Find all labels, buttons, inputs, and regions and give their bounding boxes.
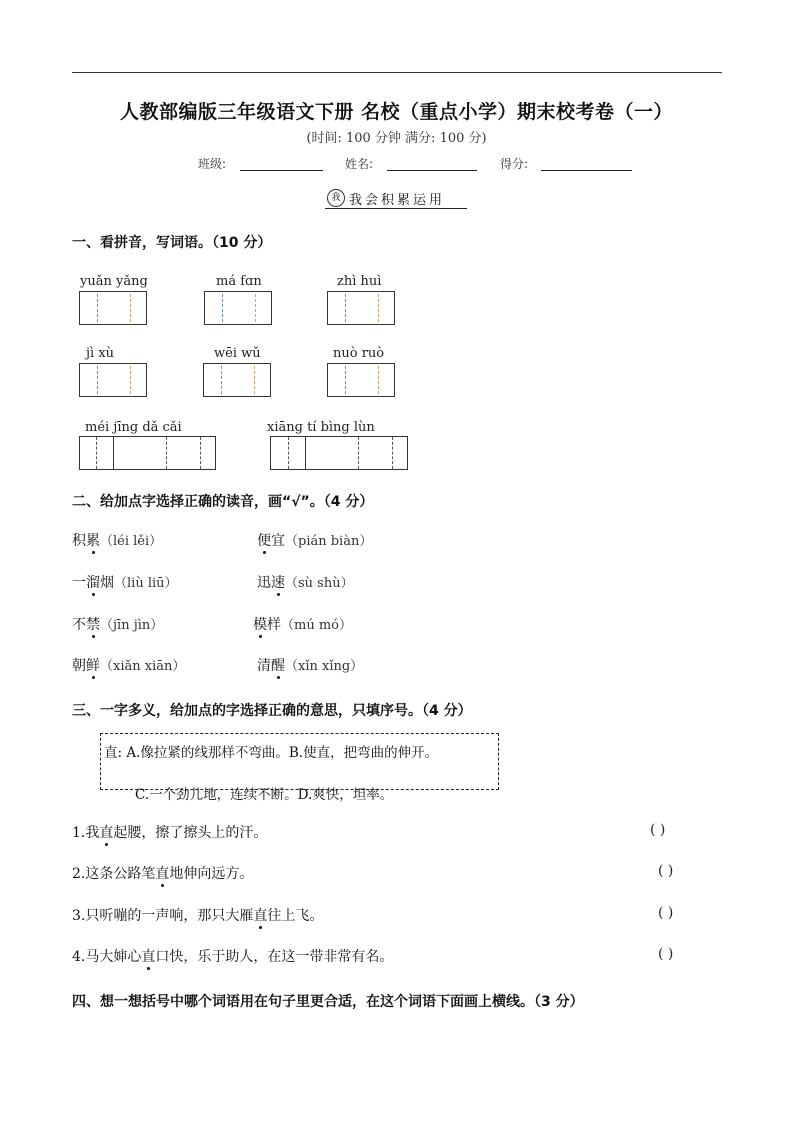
answer-box[interactable]: [79, 291, 147, 325]
answer-box-long[interactable]: [79, 436, 216, 470]
definition-line: 直: A.像拉紧的线那样不弯曲。B.使直，把弯曲的伸开。: [104, 745, 439, 761]
question-item: 2.这条公路笔直地伸向远方。: [72, 866, 254, 882]
section1-heading: 一、看拼音，写词语。（10 分）: [72, 235, 272, 251]
banner-text: 我会积累运用: [349, 193, 446, 208]
page-subtitle: (时间: 100 分钟 满分: 100 分): [306, 131, 487, 146]
dotted-char: 醒: [271, 658, 285, 674]
pinyin-label: nuò ruò: [333, 346, 385, 361]
answer-box[interactable]: [79, 363, 147, 397]
dotted-char: 便: [257, 533, 271, 549]
reading-options[interactable]: （léi lěi）: [100, 534, 163, 549]
answer-blank[interactable]: ( ): [658, 863, 674, 879]
reading-options[interactable]: （mú mó）: [281, 618, 352, 633]
dotted-char: 速: [271, 575, 285, 591]
question-item: 1.我直起腰，擦了擦头上的汗。: [72, 825, 268, 841]
question-item: 4.马大婶心直口快，乐于助人，在这一带非常有名。: [72, 949, 394, 965]
dotted-char: 直: [99, 825, 114, 841]
reading-options[interactable]: （pián biàn）: [285, 534, 373, 549]
dotted-char: 直: [253, 908, 268, 924]
reading-item: 模样（mú mó）: [253, 617, 352, 633]
reading-item: 迅速（sù shù）: [257, 575, 354, 591]
class-field[interactable]: [240, 170, 323, 171]
question-item: 3.只听嘣的一声响，那只大雁直往上飞。: [72, 908, 324, 924]
pinyin-label: zhì huì: [337, 274, 382, 289]
score-label: 得分:: [500, 157, 529, 171]
section-banner: [325, 188, 467, 209]
pinyin-label: wēi wǔ: [214, 346, 261, 361]
pinyin-label: má fɑn: [216, 274, 262, 289]
top-rule: [72, 72, 722, 73]
reading-item: 积累（léi lěi）: [72, 533, 163, 549]
pinyin-label: jì xù: [86, 346, 115, 361]
reading-item: 不禁（jīn jìn）: [72, 617, 164, 633]
dotted-char: 溜: [86, 575, 100, 591]
reading-item: 清醒（xǐn xǐng）: [257, 658, 364, 674]
reading-item: 一溜烟（liù liū）: [72, 575, 178, 591]
pinyin-label: méi jīng dǎ cǎi: [85, 420, 182, 435]
section4-heading: 四、想一想括号中哪个词语用在句子里更合适，在这个词语下面画上横线。（3 分）: [72, 994, 584, 1010]
dotted-char: 直: [155, 866, 170, 882]
answer-box[interactable]: [203, 363, 271, 397]
reading-item: 朝鲜（xiǎn xiān）: [72, 658, 186, 674]
answer-blank[interactable]: ( ): [650, 822, 666, 838]
banner-emblem-icon: 我: [327, 189, 345, 207]
page-title: 人教部编版三年级语文下册 名校（重点小学）期末校考卷（一）: [119, 101, 674, 123]
reading-options[interactable]: （liù liū）: [114, 576, 178, 591]
reading-options[interactable]: （xǐn xǐng）: [285, 659, 364, 674]
class-label: 班级:: [198, 157, 227, 171]
pinyin-label: yuǎn yǎng: [80, 274, 148, 289]
answer-blank[interactable]: ( ): [658, 905, 674, 921]
dotted-char: 禁: [86, 617, 100, 633]
name-label: 姓名:: [345, 157, 374, 171]
dotted-char: 鲜: [86, 658, 100, 674]
reading-options[interactable]: （sù shù）: [285, 576, 354, 591]
definition-line: C.一个劲儿地，连续不断。D.爽快，坦率。: [135, 787, 394, 803]
section2-heading: 二、给加点字选择正确的读音，画“√”。（4 分）: [72, 494, 374, 510]
answer-box[interactable]: [327, 291, 395, 325]
answer-box-long[interactable]: [270, 436, 408, 470]
pinyin-label: xiānɡ tí bìng lùn: [267, 420, 375, 435]
answer-box[interactable]: [204, 291, 272, 325]
reading-options[interactable]: （xiǎn xiān）: [100, 659, 186, 674]
answer-blank[interactable]: ( ): [658, 946, 674, 962]
reading-item: 便宜（pián biàn）: [257, 533, 373, 549]
reading-options[interactable]: （jīn jìn）: [100, 618, 164, 633]
dotted-char: 直: [141, 949, 156, 965]
dotted-char: 模: [253, 617, 267, 633]
section3-heading: 三、一字多义，给加点的字选择正确的意思，只填序号。（4 分）: [72, 703, 472, 719]
dotted-char: 累: [86, 533, 100, 549]
answer-box[interactable]: [327, 363, 395, 397]
score-field[interactable]: [541, 170, 632, 171]
name-field[interactable]: [387, 170, 477, 171]
